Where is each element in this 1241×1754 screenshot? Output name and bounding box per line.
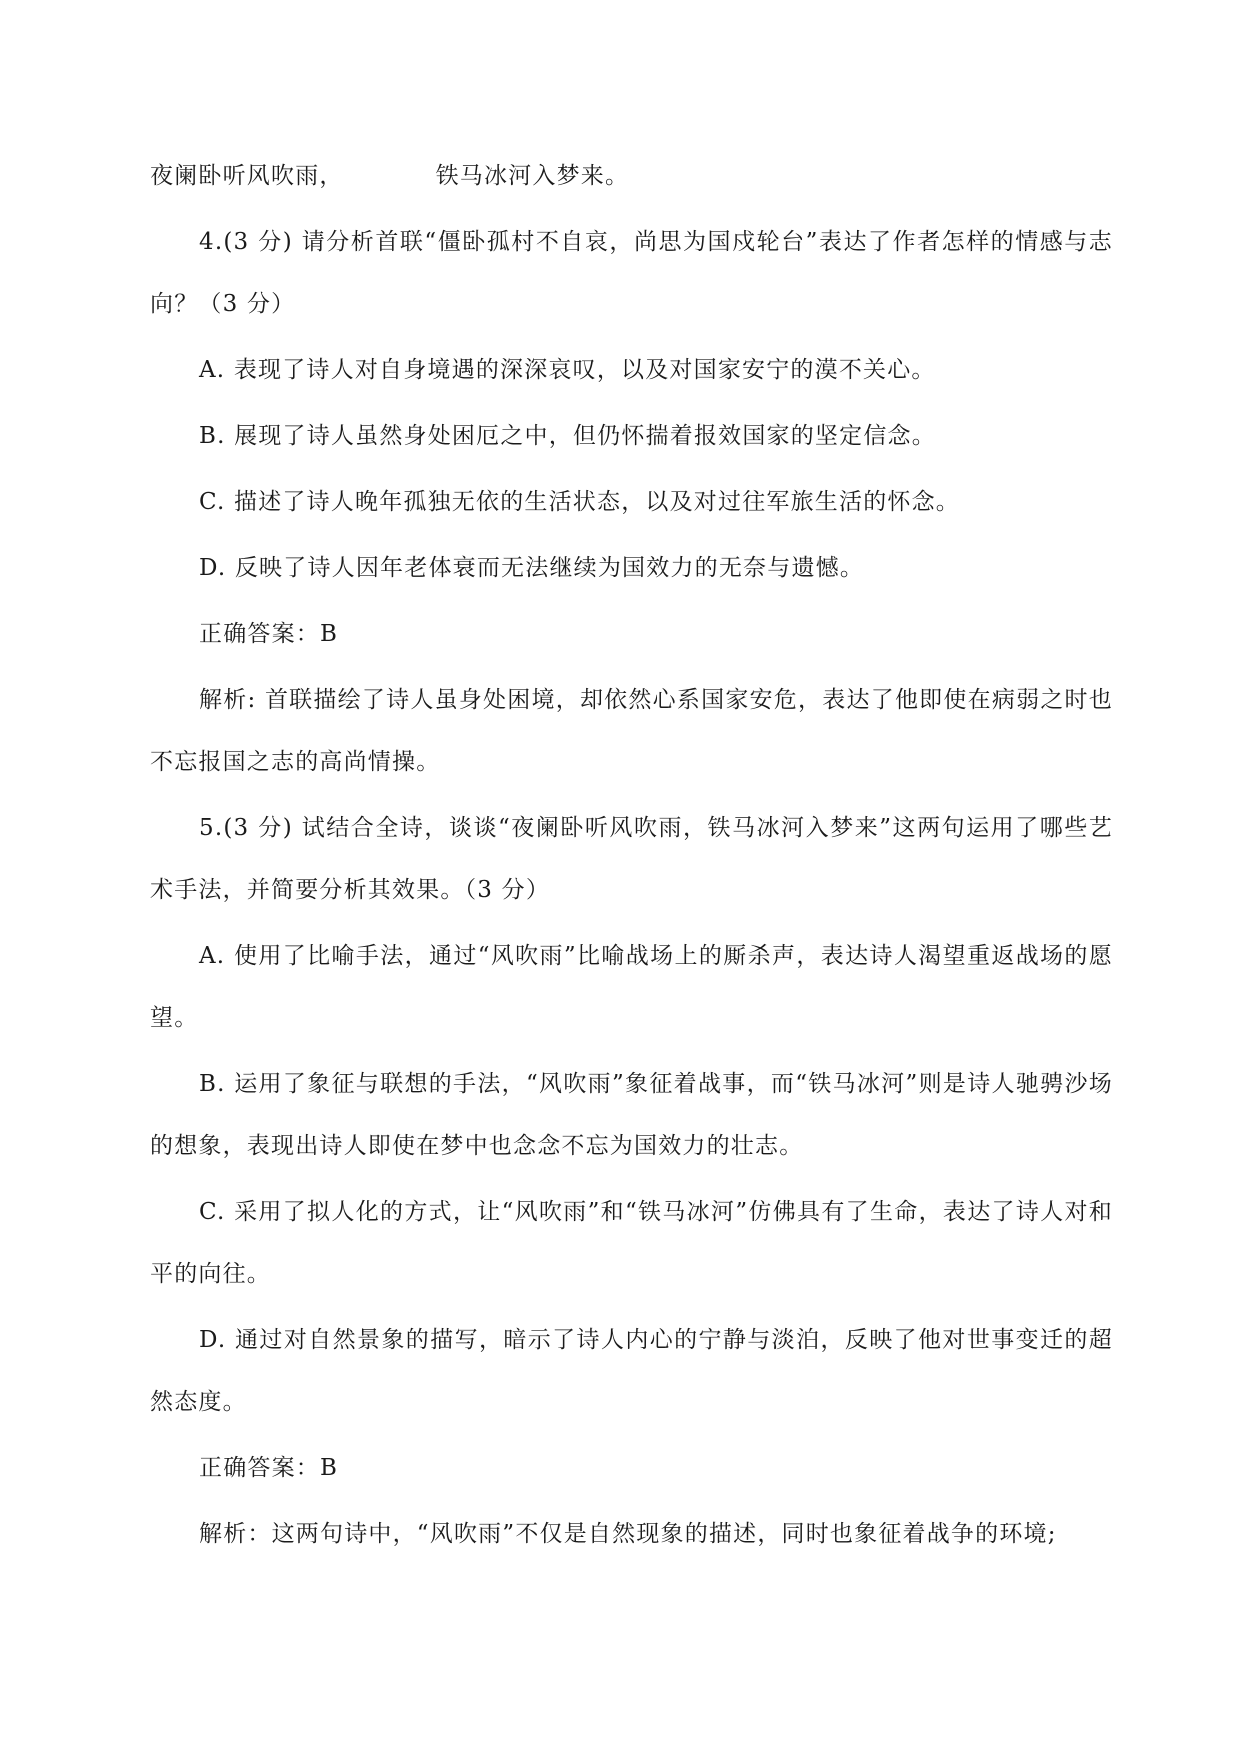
question-4-answer: 正确答案：B <box>199 621 339 647</box>
question-5: 5.(3 分) 试结合全诗，谈谈“夜阑卧听风吹雨，铁马冰河入梦来”这两句运用了哪些艺术手法，并简要分析其效果。（3 分） <box>150 815 1113 903</box>
question-4-analysis: 解析: 首联描绘了诗人虽身处困境，却依然心系国家安危，表达了他即使在病弱之时也不忘报国之志的高尚情操。 <box>150 687 1113 775</box>
question-4-option-b: B. 展现了诗人虽然身处困厄之中，但仍怀揣着报效国家的坚定信念。 <box>199 423 936 449</box>
poem-line-second-half: 铁马冰河入梦来。 <box>435 163 630 189</box>
question-5-option-b: B. 运用了象征与联想的手法，“风吹雨”象征着战事，而“铁马冰河”则是诗人驰骋沙场的想象，表现出诗人即使在梦中也念念不忘为国效力的壮志。 <box>150 1071 1113 1159</box>
question-4-option-d: D. 反映了诗人因年老体衰而无法继续为国效力的无奈与遗憾。 <box>199 555 865 581</box>
poem-line-first-half: 夜阑卧听风吹雨， <box>150 163 344 189</box>
question-5-option-c: C. 采用了拟人化的方式，让“风吹雨”和“铁马冰河”仿佛具有了生命，表达了诗人对和平的向往。 <box>150 1199 1113 1287</box>
question-5-answer: 正确答案：B <box>199 1455 339 1481</box>
poem-line <box>150 145 1113 207</box>
question-4: 4.(3 分) 请分析首联“僵卧孤村不自哀，尚思为国戍轮台”表达了作者怎样的情感与志向？（3 分） <box>150 229 1113 317</box>
question-5-option-d: D. 通过对自然景象的描写，暗示了诗人内心的宁静与淡泊，反映了他对世事变迁的超然态度。 <box>150 1327 1113 1415</box>
question-4-option-a: A. 表现了诗人对自身境遇的深深哀叹，以及对国家安宁的漠不关心。 <box>199 357 936 383</box>
question-5-analysis: 解析：这两句诗中，“风吹雨”不仅是自然现象的描述，同时也象征着战争的环境; <box>199 1521 1057 1547</box>
question-4-option-c: C. 描述了诗人晚年孤独无依的生活状态，以及对过往军旅生活的怀念。 <box>199 489 961 515</box>
question-5-option-a: A. 使用了比喻手法，通过“风吹雨”比喻战场上的厮杀声，表达诗人渴望重返战场的愿望。 <box>150 943 1113 1031</box>
